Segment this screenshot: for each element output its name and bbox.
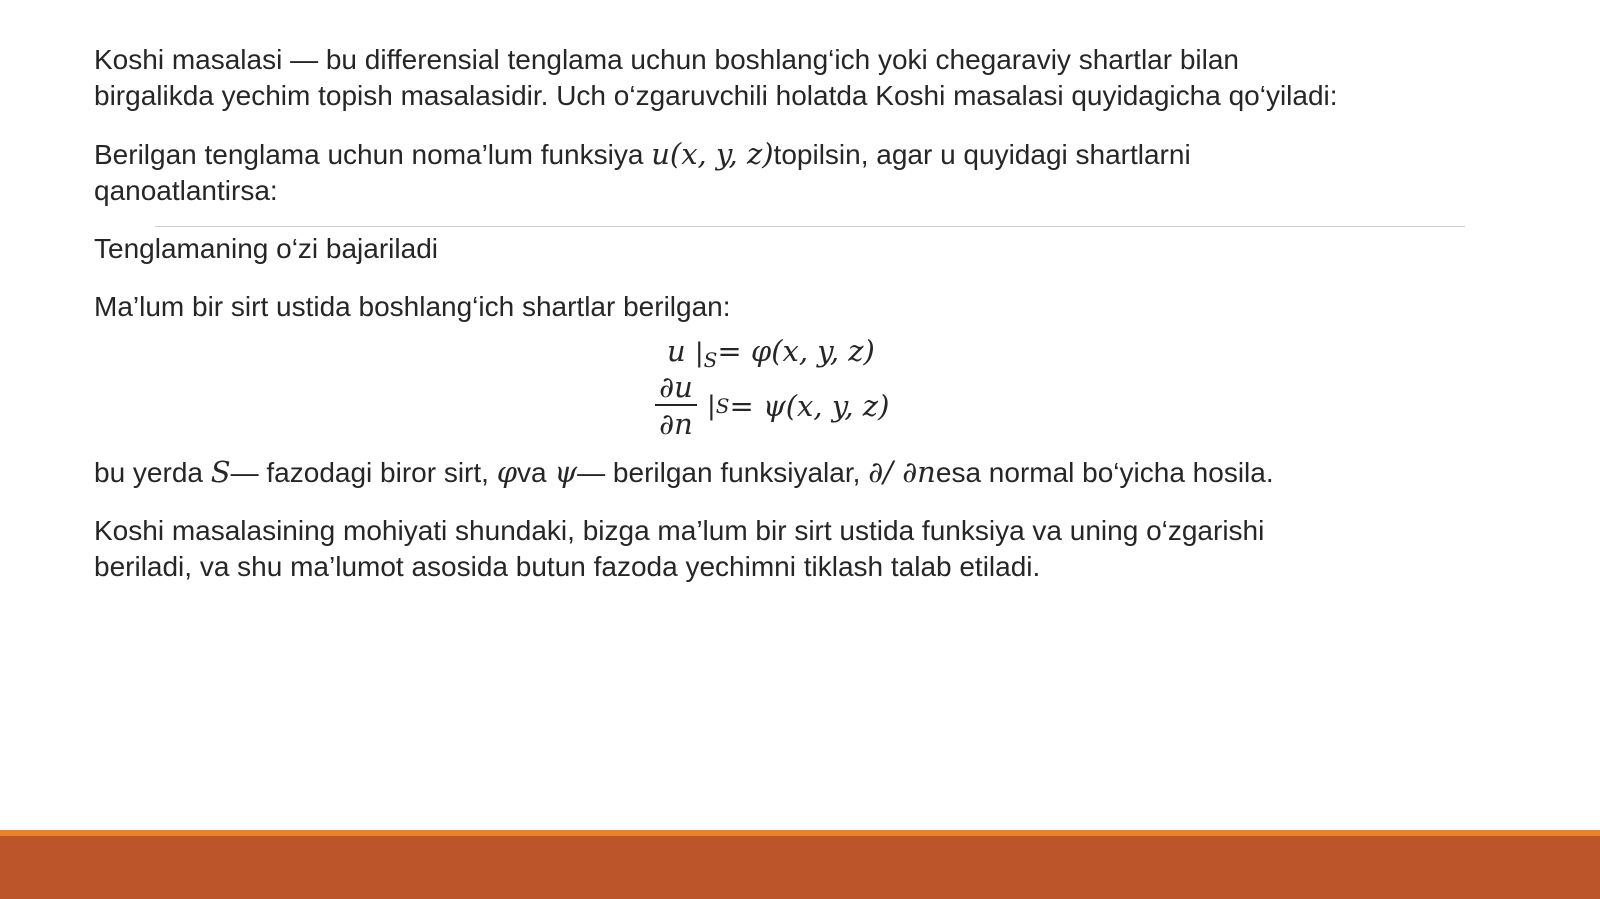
formula-u: u <box>667 334 686 368</box>
paragraph-intro <box>94 42 1514 114</box>
paragraph-problem-line2: qanoatlantirsa: <box>94 175 278 206</box>
divider-line <box>155 226 1465 227</box>
formula-psi-rhs: = ψ(x, y, z) <box>729 389 890 423</box>
paragraph-intro-line1: Koshi masalasi — bu differensial tenglama uchun boshlang‘ich yoki chegaraviy shartlar bilan <box>94 44 1240 75</box>
surface-subscript: S <box>715 394 730 418</box>
footer-band <box>0 836 1600 899</box>
paragraph-essence-line1: Koshi masalasining mohiyati shundaki, bizga ma’lum bir sirt ustida funksiya va uning o‘zgarishi <box>94 515 1265 546</box>
surface-subscript: S <box>703 348 718 372</box>
formula-condition-derivative <box>655 370 889 442</box>
paragraph-equation-holds <box>94 231 1514 267</box>
formula-phi-rhs: = φ(x, y, z) <box>717 334 875 368</box>
paragraph-problem <box>94 136 1514 209</box>
paragraph-problem-text-a: Berilgan tenglama uchun noma’lum funksiya <box>94 139 652 170</box>
paragraph-definitions <box>94 454 1514 491</box>
paragraph-equation-holds-text: Tenglamaning o‘zi bajariladi <box>94 233 438 264</box>
paragraph-initial-conditions <box>94 289 1514 325</box>
symbol-psi: ψ <box>554 455 578 489</box>
symbol-phi: φ <box>496 455 518 489</box>
paragraph-initial-conditions-text: Ma’lum bir sirt ustida boshlang‘ich shartlar berilgan: <box>94 291 731 322</box>
definitions-text-c: va <box>517 457 555 488</box>
normal-derivative-fraction <box>655 370 697 442</box>
symbol-S: S <box>210 455 231 489</box>
definitions-text-e: esa normal bo‘yicha hosila. <box>935 457 1274 488</box>
slide-body <box>94 42 1514 347</box>
definitions-text-a: bu yerda <box>94 457 211 488</box>
paragraph-intro-line2: birgalikda yechim topish masalasidir. Uch o‘zgaruvchili holatda Koshi masalasi quyidagicha qo‘yiladi: <box>94 80 1338 111</box>
fraction-numerator: ∂u <box>659 370 693 404</box>
function-u-xyz: u(x, y, z) <box>651 137 774 171</box>
symbol-normal-derivative: ∂/ ∂n <box>868 455 936 489</box>
definitions-text-d: — berilgan funksiyalar, <box>577 457 869 488</box>
paragraph-essence-line2: beriladi, va shu ma’lumot asosida butun fazoda yechimni tiklash talab etiladi. <box>94 551 1041 582</box>
restriction-bar: | <box>707 391 716 421</box>
paragraph-problem-text-b: topilsin, agar u quyidagi shartlarni <box>773 139 1191 170</box>
definitions-text-b: — fazodagi biror sirt, <box>230 457 497 488</box>
slide-body-continued <box>94 454 1514 607</box>
fraction-denominator: ∂n <box>659 407 693 441</box>
restriction-bar: | <box>694 338 704 368</box>
paragraph-essence <box>94 513 1514 585</box>
formula-condition-u <box>667 334 875 372</box>
